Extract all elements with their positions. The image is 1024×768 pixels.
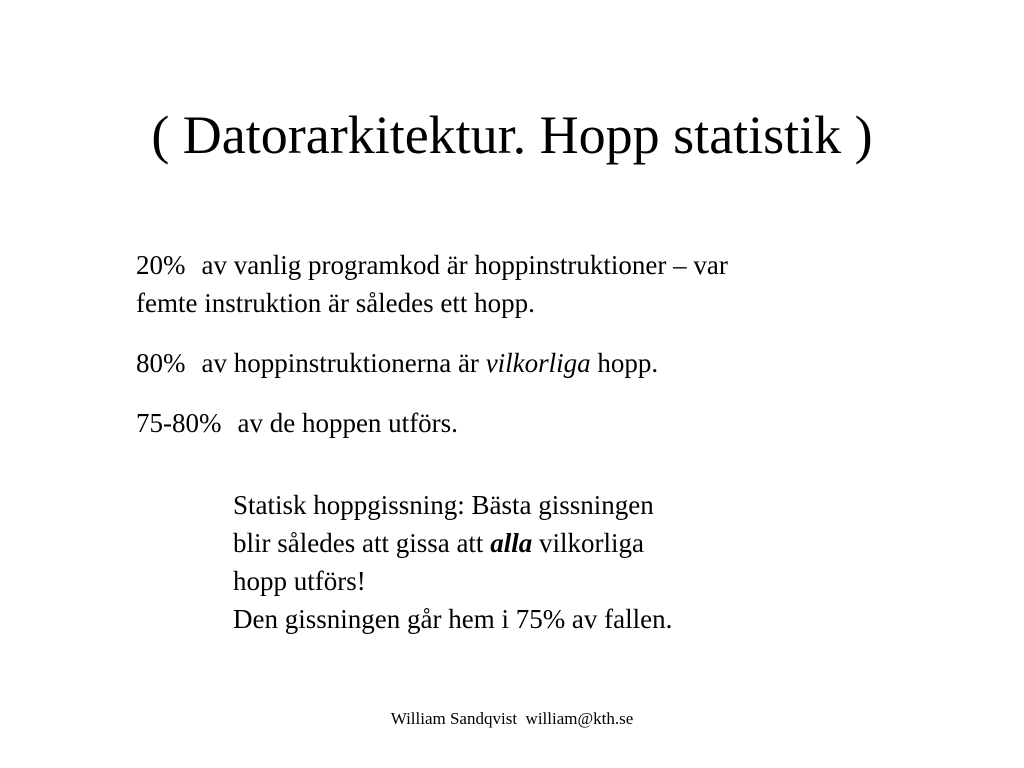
statistics-list <box>136 246 916 464</box>
fact-text-line2: femte instruktion är således ett hopp. <box>136 288 535 318</box>
fact-emphasis: vilkorliga <box>485 348 591 378</box>
note-line-3: hopp utförs! <box>233 566 366 596</box>
fact-percent: 80% <box>136 348 186 378</box>
fact-text-line1: av vanlig programkod är hoppinstruktioner – var <box>201 250 728 280</box>
note-line-2-after: vilkorliga <box>532 528 644 558</box>
note-emphasis: alla <box>490 528 533 558</box>
footer-email: william@kth.se <box>525 709 634 728</box>
slide-title: ( Datorarkitektur. Hopp statistik ) <box>151 105 873 165</box>
fact-percent: 20% <box>136 250 186 280</box>
note-line-2 <box>233 524 853 562</box>
footer-author: William Sandqvist <box>390 709 518 728</box>
fact-text-before: av hoppinstruktionerna är <box>201 348 486 378</box>
note-line-2-before: blir således att gissa att <box>233 528 491 558</box>
fact-text: av de hoppen utförs. <box>237 408 458 438</box>
note-line-1: Statisk hoppgissning: Bästa gissningen <box>233 490 654 520</box>
fact-percent: 75-80% <box>136 408 222 438</box>
fact-text-after: hopp. <box>590 348 659 378</box>
fact-jump-share <box>136 246 916 322</box>
slide-footer <box>0 708 1024 730</box>
fact-taken-share <box>136 404 916 442</box>
note-line-4: Den gissningen går hem i 75% av fallen. <box>233 604 673 634</box>
fact-conditional-share <box>136 344 916 382</box>
static-prediction-note <box>233 486 853 638</box>
